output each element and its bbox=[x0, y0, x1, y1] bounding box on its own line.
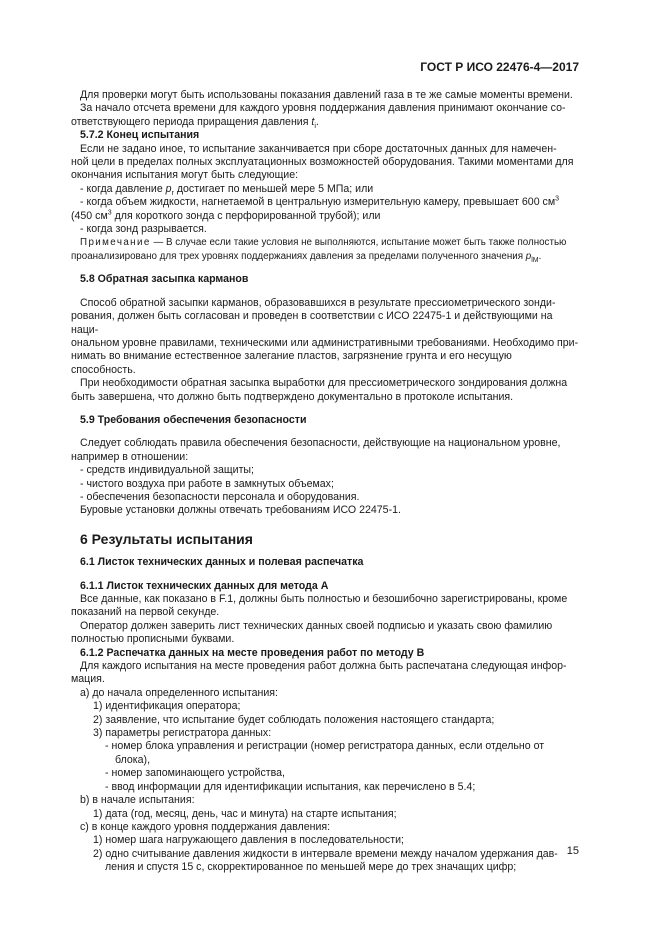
list-item-cont: ления и спустя 15 с, скорректированное по меньшей мере до трех значащих цифр; bbox=[105, 861, 517, 874]
paragraph: Следует соблюдать правила обеспечения безопасности, действующие на национальном уровне, bbox=[80, 437, 561, 450]
paragraph: При необходимости обратная засыпка выработки для прессиометрического зондирования должна bbox=[80, 377, 568, 390]
list-item: 2) одно считывание давления жидкости в интервале времени между началом удержания дав- bbox=[93, 847, 558, 860]
intro-paragraph: Для проверки могут быть использованы показания давлений газа в те же самые моменты времени. bbox=[80, 89, 573, 101]
standard-header: ГОСТ Р ИСО 22476-4—2017 bbox=[420, 60, 579, 74]
paragraph-cont: ональном уровне правилами, техническими или административными требованиями. Необходимо при- bbox=[71, 336, 579, 349]
heading-5-8: 5.8 Обратная засыпка карманов bbox=[80, 273, 249, 286]
list-item: - номер блока управления и регистрации (номер регистратора данных, если отдельно от bbox=[105, 740, 545, 753]
list-item: - когда зонд разрывается. bbox=[80, 223, 207, 236]
heading-6: 6 Результаты испытания bbox=[80, 530, 253, 547]
intro-paragraph: За начало отсчета времени для каждого уровня поддержания давления принимают окончание со- bbox=[80, 102, 566, 115]
heading-6-1-2: 6.1.2 Распечатка данных на месте проведения работ по методу В bbox=[80, 646, 425, 659]
heading-6-1-1: 6.1.1 Листок технических данных для метода А bbox=[80, 579, 329, 592]
list-item: 3) параметры регистратора данных: bbox=[93, 727, 272, 740]
paragraph-cont: полностью прописными буквами. bbox=[71, 633, 235, 646]
heading-6-1: 6.1 Листок технических данных и полевая распечатка bbox=[80, 556, 364, 569]
list-item: 1) дата (год, месяц, день, час и минута) на старте испытания; bbox=[93, 807, 397, 820]
paragraph-cont: мация. bbox=[71, 673, 105, 686]
note: Примечание — В случае если такие условия не выполняются, испытание может быть также полностью bbox=[80, 237, 567, 249]
paragraph: Все данные, как показано в F.1, должны быть полностью и безошибочно зарегистрированы, кроме bbox=[80, 593, 568, 605]
list-item: c) в конце каждого уровня поддержания давления: bbox=[80, 820, 331, 833]
list-item: 1) номер шага нагружающего давления в последовательности; bbox=[93, 834, 404, 847]
note-cont: проанализировано для трех уровнях поддержаниях давления за пределами полученного значения $p_{lM}$. bbox=[71, 250, 542, 264]
paragraph: Если не задано иное, то испытание заканчивается при сборе достаточных данных для намечен- bbox=[80, 142, 557, 155]
list-item: - номер запоминающего устройства, bbox=[105, 767, 285, 780]
list-item: - когда давление $p_r$ достигает по меньшей мере 5 МПа; или bbox=[80, 182, 374, 197]
heading-5-9: 5.9 Требования обеспечения безопасности bbox=[80, 413, 307, 426]
list-item: - обеспечения безопасности персонала и оборудования. bbox=[80, 490, 360, 503]
list-item-cont: (450 $см^3$ для короткого зонда с перфорированной трубой); или bbox=[71, 209, 381, 222]
paragraph-cont: ной цели в пределах полных эксплуатационных возможностей оборудования. Такими моментами для bbox=[71, 156, 574, 169]
paragraph: Способ обратной засыпки карманов, образовавшихся в результате прессиометрического зонди- bbox=[80, 296, 556, 309]
paragraph-cont: рования, должен быть согласован и проведен в соответствии с ИСО 22475-1 и действующими на наци- bbox=[71, 310, 553, 336]
paragraph-cont: показаний на первой секунде. bbox=[71, 606, 220, 619]
list-item: - чистого воздуха при работе в замкнутых объемах; bbox=[80, 477, 334, 490]
list-item: - когда объем жидкости, нагнетаемой в центральную измерительную камеру, превышает 600 $см^3$ bbox=[80, 195, 560, 209]
page-number: 15 bbox=[566, 845, 579, 857]
paragraph-cont: быть завершена, что должно быть подтверждено документально в протоколе испытания. bbox=[71, 390, 514, 403]
list-item: - ввод информации для идентификации испытания, как перечислено в 5.4; bbox=[105, 780, 476, 793]
paragraph-cont: окончания испытания могут быть следующие: bbox=[71, 169, 299, 182]
list-item: 1) идентификация оператора; bbox=[93, 700, 241, 713]
paragraph: Оператор должен заверить лист технических данных своей подписью и указать свою фамилию bbox=[80, 619, 553, 632]
paragraph-cont: например в отношении: bbox=[71, 450, 189, 463]
list-item: b) в начале испытания: bbox=[80, 794, 195, 807]
paragraph-cont: нимать во внимание естественное залегание пластов, загрязнение грунта и его несущую способность. bbox=[71, 350, 512, 376]
list-item: 2) заявление, что испытание будет соблюдать положения настоящего стандарта; bbox=[93, 713, 495, 726]
intro-paragraph-cont: ответствующего периода приращения давления $t_i$. bbox=[71, 115, 319, 130]
paragraph: Буровые установки должны отвечать требованиям ИСО 22475-1. bbox=[80, 504, 401, 517]
list-item: - средств индивидуальной защиты; bbox=[80, 464, 254, 477]
list-item: a) до начала определенного испытания: bbox=[80, 686, 278, 699]
page-content bbox=[71, 89, 579, 875]
heading-5-7-2: 5.7.2 Конец испытания bbox=[80, 129, 200, 142]
paragraph: Для каждого испытания на месте проведения работ должна быть распечатана следующая инфор- bbox=[80, 660, 567, 673]
list-item-cont: блока), bbox=[115, 753, 151, 766]
